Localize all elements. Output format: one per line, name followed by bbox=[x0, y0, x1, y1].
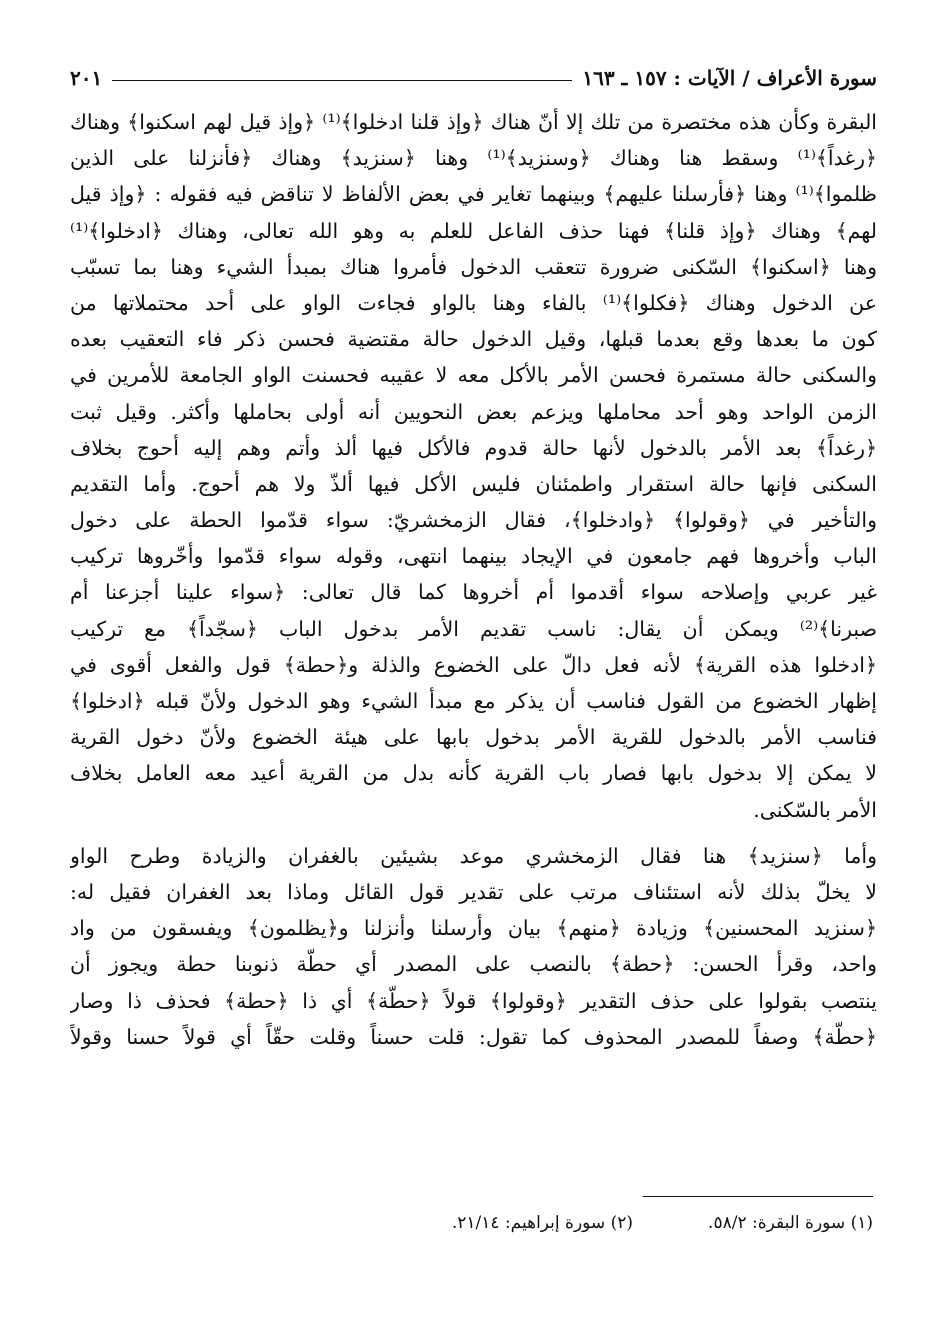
text-line: ﴿حطّة﴾ وصفاً للمصدر المحذوف كما تقول: قلت حسناً وقلت حقّاً أي قولاً حسنا وقولاً bbox=[70, 1024, 877, 1049]
text-line: لا يخلّ بذلك لأنه استئناف مرتب على تقدير قول القائل وماذا بعد الغفران فقيل له: bbox=[70, 879, 877, 904]
text-line: الباب وأخروها فهم جامعون في الإيجاد بينهما انتهى، وقوله سواء قدّموا وأخّروها تركيب bbox=[70, 544, 877, 569]
footnote-rule bbox=[643, 1196, 873, 1197]
footnotes bbox=[66, 1208, 873, 1238]
text-line: السكنى فإنها حالة استقرار واطمئنان فليس الأكل فيها ألذّ ولا هم أحوج. وأما التقديم bbox=[70, 471, 877, 496]
footnote-2: (٢) سورة إبراهيم: ٢١/١٤. bbox=[451, 1213, 633, 1233]
main-text bbox=[70, 104, 877, 1055]
text-line: والتأخير في ﴿وقولوا﴾ ﴿وادخلوا﴾، فقال الزمخشريّ: سواء قدّموا الحطة على دخول bbox=[70, 508, 877, 533]
text-line: إظهار الخضوع من القول فناسب أن يذكر مع مبدأ الشيء وهو الدخول ولأنّ قبله ﴿ادخلوا﴾ bbox=[70, 689, 877, 713]
text-line: لا يمكن إلا بدخول بابها فصار باب القرية كأنه بدل من القرية أعيد معه العامل بخلاف bbox=[70, 761, 877, 786]
text-line: ﴿رغداً﴾ بعد الأمر بالدخول لأنها حالة قدوم فالأكل فيها ألذ وأتم وهم إليه أحوج بخلاف bbox=[70, 435, 877, 460]
text-line: لهم﴾ وهناك ﴿وإذ قلنا﴾ فهنا حذف الفاعل للعلم به وهو الله تعالى، وهناك ﴿ادخلوا﴾⁽¹⁾ bbox=[70, 218, 877, 243]
text-line: ظلموا﴾⁽¹⁾ وهنا ﴿فأرسلنا عليهم﴾ وبينهما تغاير في بعض الألفاظ لا تناقض فيه فقوله : ﴿وإذ قيل bbox=[70, 182, 877, 207]
footnote-1: (١) سورة البقرة: ٥٨/٢. bbox=[708, 1213, 873, 1233]
text-line: صبرنا﴾⁽²⁾ ويمكن أن يقال: ناسب تقديم الأمر بدخول الباب ﴿سجّداً﴾ مع تركيب bbox=[70, 616, 877, 641]
text-line: وهنا ﴿اسكنوا﴾ السّكنى ضرورة تتعقب الدخول فأمروا هناك بمبدأ الشيء وهنا بما تسبّب bbox=[70, 254, 877, 279]
header-title: سورة الأعراف / الآيات : ١٥٧ ـ ١٦٣ bbox=[582, 66, 877, 90]
text-line: البقرة وكأن هذه مختصرة من تلك إلا أنّ هناك ﴿وإذ قلنا ادخلوا﴾⁽¹⁾ ﴿وإذ قيل لهم اسكنوا﴾ وهناك bbox=[70, 110, 877, 134]
header-rule bbox=[112, 80, 572, 81]
text-line: ﴿رغداً﴾⁽¹⁾ وسقط هنا وهناك ﴿وسنزيد﴾⁽¹⁾ وهنا ﴿سنزيد﴾ وهناك ﴿فأنزلنا على الذين bbox=[70, 146, 877, 171]
text-line: عن الدخول وهناك ﴿فكلوا﴾⁽¹⁾ بالفاء وهنا بالواو فجاءت الواو على أحد محتملاتها من bbox=[70, 290, 877, 315]
running-header bbox=[70, 58, 877, 98]
text-line: ﴿سنزيد المحسنين﴾ وزيادة ﴿منهم﴾ بيان وأرسلنا وأنزلنا و﴿يظلمون﴾ ويفسقون من واد bbox=[70, 916, 877, 941]
text-line: غير عربي وإصلاحه سواء أقدموا أم أخروها كما قال تعالى: ﴿سواء علينا أجزعنا أم bbox=[70, 580, 877, 605]
text-line: واحد، وقرأ الحسن: ﴿حطة﴾ بالنصب على المصدر أي حطّة ذنوبنا حطة ويجوز أن bbox=[70, 952, 877, 977]
page-number: ٢٠١ bbox=[70, 66, 103, 90]
text-line: ينتصب بقولوا على حذف التقدير ﴿وقولوا﴾ قولاً ﴿حطّة﴾ أي ذا ﴿حطة﴾ فحذف ذا وصار bbox=[70, 988, 877, 1013]
text-line: الأمر بالسّكنى. bbox=[753, 797, 877, 822]
text-line: فناسب الأمر بالدخول للقرية الأمر بدخول بابها على هيئة الخضوع ولأنّ دخول القرية bbox=[70, 725, 877, 750]
text-line: ﴿ادخلوا هذه القرية﴾ لأنه فعل دالّ على الخضوع والذلة و﴿حطة﴾ قول والفعل أقوى في bbox=[70, 652, 877, 677]
text-line: كون ما بعدها وقع بعدما قبلها، وقيل الدخول حالة مقتضية فحسن ذكر فاء التعقيب بعده bbox=[70, 327, 877, 352]
text-line: وأما ﴿سنزيد﴾ هنا فقال الزمخشري موعد بشيئين بالغفران والزيادة وطرح الواو bbox=[70, 843, 877, 868]
paragraph-gap bbox=[70, 828, 877, 838]
text-line: الزمن الواحد وهو أحد محاملها ويزعم بعض النحويين أنه أولى بحاملها وأكثر. وقيل ثبت bbox=[70, 399, 877, 424]
paragraph-1 bbox=[70, 104, 877, 828]
text-line: والسكنى حالة مستمرة فحسن الأمر بالأكل معه لا عقيبه فحسنت الواو الجامعة للأمرين في bbox=[70, 363, 877, 388]
paragraph-2 bbox=[70, 838, 877, 1055]
